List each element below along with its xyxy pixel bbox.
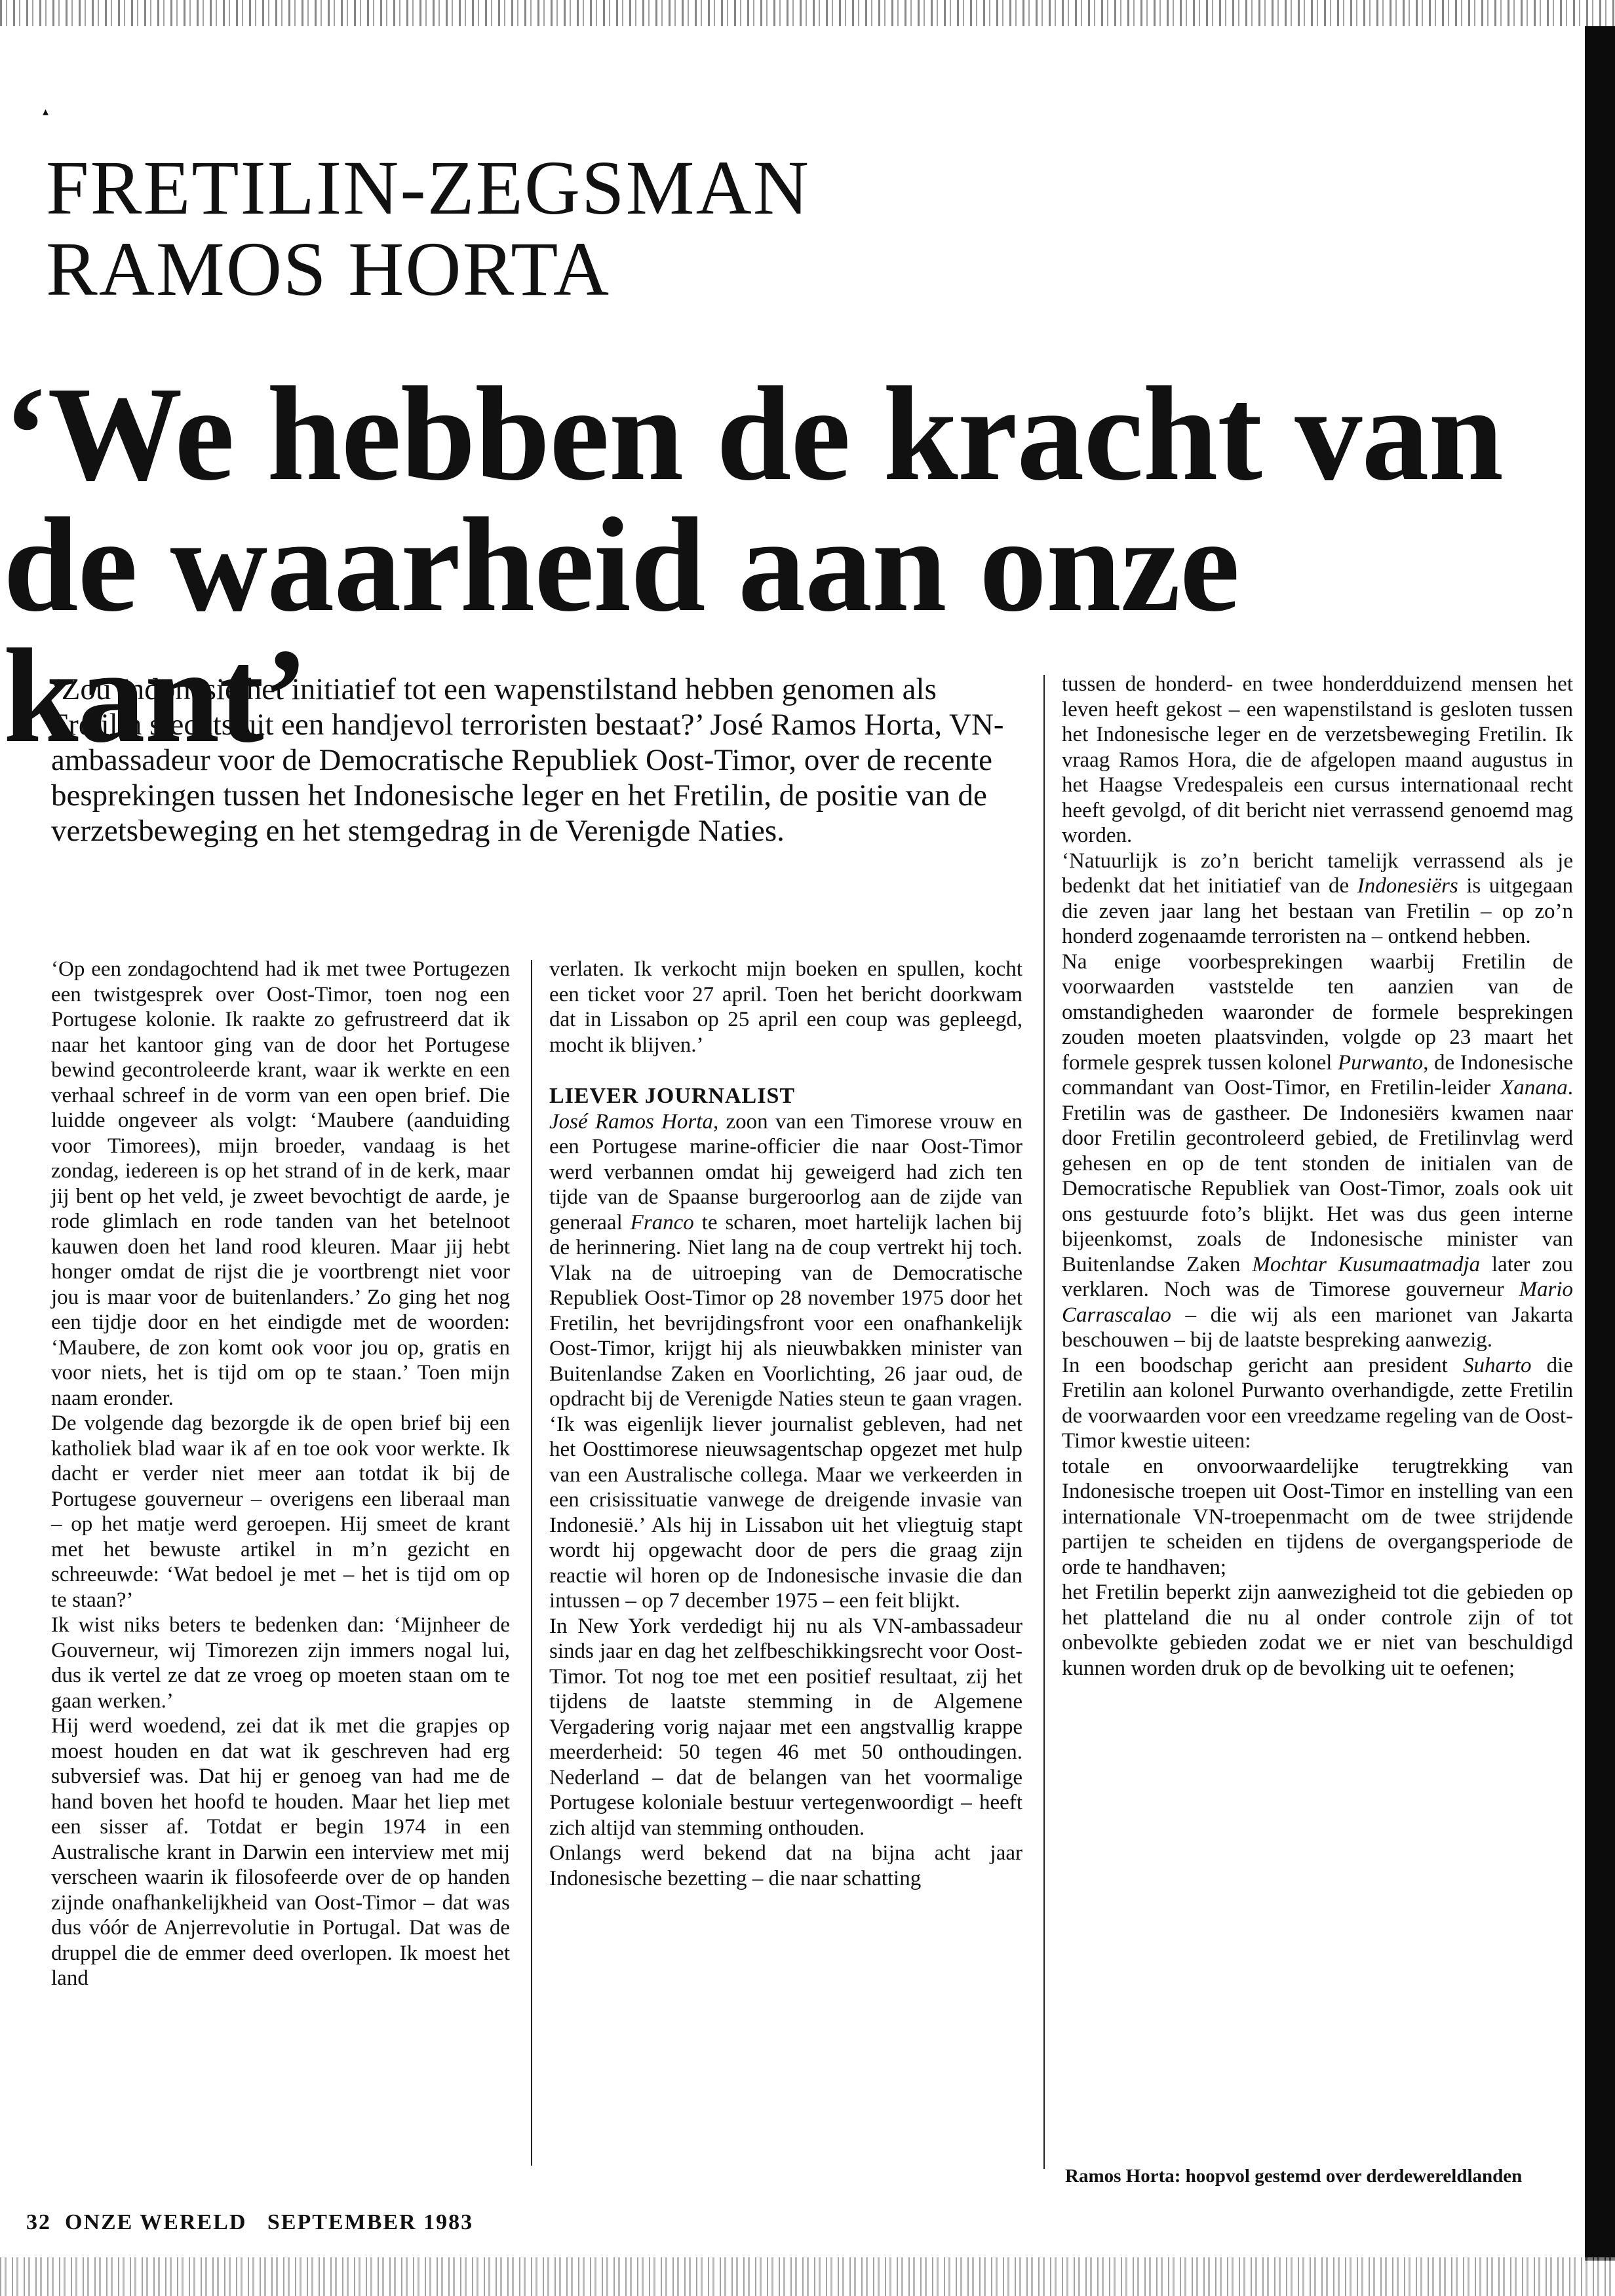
col3-paragraph: tussen de honderd- en twee honderdduizend mensen het leven heeft gekost – een wapenstilstand is gesloten tussen het Indonesische leger en de verzetsbeweging Fretilin. Ik vraag Ramos Hora, die de afgelopen maand augustus in het Haagse Vredespaleis een cursus internationaal recht heeft gevolgd, of dit bericht niet verrassend genoemd mag worden. <box>1062 672 1573 847</box>
col3-text: ‘Natuurlijk is zo’n bericht tamelijk verrassend als je bedenkt dat het initiatief van de <box>1062 849 1573 898</box>
article-lead: ‘Zou Indonesië het initiatief tot een wapenstilstand hebben genomen als Fretilin slechts uit een handjevol terroristen bestaat?’ José Ramos Horta, VN-ambassadeur voor de Democratische Republiek Oost-Timor, over de recente besprekingen tussen het Indonesische leger en het Fretilin, de positie van de verzetsbeweging en het stemgedrag in de Verenigde Naties. <box>51 672 1004 848</box>
col1-paragraph: De volgende dag bezorgde ik de open brief bij een katholiek blad waar ik af en toe ook voor werkte. Ik dacht er verder niet meer aan totdat ik bij de Portugese gouverneur – overigens een liberaal man – op het matje werd geroepen. Hij smeet de krant met het bewuste artikel in m’n gezicht en schreeuwde: ‘Wat bedoel je met – het is tijd om op te staan?’ <box>51 1411 510 1612</box>
scan-noise-top <box>0 0 1615 26</box>
kicker-line-1: FRETILIN-ZEGSMAN <box>46 145 811 231</box>
kicker-line-2: RAMOS HORTA <box>46 226 611 312</box>
article-column-2 <box>549 957 1022 1891</box>
col3-text: , de Indonesische commandant van Oost-Timor, en Fretilin-leider <box>1062 1050 1574 1100</box>
column-rule-2 <box>1043 675 1045 2169</box>
col3-text: In een boodschap gericht aan president <box>1062 1353 1463 1377</box>
col1-paragraph: Ik wist niks beters te bedenken dan: ‘Mijnheer de Gouverneur, wij Timorezen zijn immers nogal lui, dus ik vertel ze dat ze vroeg op moeten staan om te gaan werken.’ <box>51 1613 510 1713</box>
magazine-name: ONZE WERELD <box>65 2210 247 2234</box>
name-italic: Indonesiërs <box>1357 874 1458 898</box>
col3-paragraph <box>1062 849 1573 949</box>
col3-text: later zou verklaren. Noch was de Timorese gouverneur <box>1062 1252 1573 1301</box>
col1-paragraph: Hij werd woedend, zei dat ik met die grapjes op moest houden en dat wat ik geschreven had erg subversief was. Dat hij er genoeg van had me de hand boven het hoofd te houden. Maar het liep met een sisser af. Totdat er begin 1974 in een Australische krant in Darwin een interview met mij verscheen waarin ik filosofeerde over de op handen zijnde onafhankelijkheid van Oost-Timor – dat was dus vóór de Anjerrevolutie in Portugal. Dat was de druppel die de emmer deed overlopen. Ik moest het land <box>51 1714 510 1990</box>
col2-text: zoon van een Timorese vrouw en een Portugese marine-officier die naar Oost-Timor werd verbannen omdat hij geweigerd had zich ten tijde van de Spaanse burgeroorlog aan de zijde van generaal <box>549 1109 1023 1234</box>
section-subhead: LIEVER JOURNALIST <box>549 1084 796 1108</box>
scan-noise-bottom <box>0 2257 1615 2296</box>
name-italic: Xanana <box>1500 1076 1568 1100</box>
col3-paragraph: het Fretilin beperkt zijn aanwezigheid tot die gebieden op het platteland die nu al onder controle zijn of tot onbevolkte gebieden zodat we er niet van beschuldigd kunnen worden druk op de bevolking uit te oefenen; <box>1062 1580 1573 1680</box>
page-number: 32 <box>26 2210 51 2234</box>
name-italic: Purwanto <box>1338 1050 1424 1075</box>
article-column-1 <box>51 957 510 1991</box>
col2-text: te scharen, moet hartelijk lachen bij de herinnering. Niet lang na de coup vertrekt hij toch. Vlak na de uitroeping van de Democratische Republiek Oost-Timor op 28 november 1975 door het Fretilin, het bevrijdingsfront voor een onafhankelijk Oost-Timor, krijgt hij als nieuwbakken minister van Buitenlandse Zaken en Voorlichting, 26 jaar oud, de opdracht bij de Verenigde Naties steun te gaan vragen. ‘Ik was eigenlijk liever journalist gebleven, had net het Oosttimorese nieuwsagentschap opgezet met hulp van een Australische collega. Maar we verkeerden in een crisissituatie vanwege de dreigende invasie van Indonesië.’ Als hij in Lissabon uit het vliegtuig stapt wordt hij opgewacht door de pers die graag zijn reactie wil horen op de Indonesische invasie die dan intussen – op 7 december 1975 – een feit blijkt. <box>549 1210 1022 1613</box>
col3-text: die Fretilin aan kolonel Purwanto overhandigde, zette Fretilin de voorwaarden voor een vreedzame regeling van de Oost-Timor kwestie uiteen: <box>1062 1353 1573 1453</box>
issue-date: SEPTEMBER 1983 <box>267 2210 474 2234</box>
col3-text: . Fretilin was de gastheer. De Indonesiërs kwamen naar door Fretilin gecontroleerd gebied, de Fretilinvlag werd gehesen en op de tent stonden de initialen van de Democratische Republiek van Oost-Timor, zoals ook uit ons gestuurde foto’s blijkt. Het was dus geen interne bijeenkomst, zoals de Indonesische minister van Buitenlandse Zaken <box>1062 1076 1573 1276</box>
col2-paragraph: Onlangs werd bekend dat na bijna acht jaar Indonesische bezetting – die naar schatting <box>549 1841 1022 1890</box>
name-italic: Suharto <box>1462 1353 1532 1377</box>
col3-paragraph <box>1062 1353 1573 1454</box>
article-kicker <box>46 147 1553 310</box>
headline-line-1: ‘We hebben de kracht van <box>3 358 1503 508</box>
name-italic: Mario Carrascalao <box>1062 1278 1573 1327</box>
col3-text: – die wij als een marionet van Jakarta beschouwen – bij de laatste bespreking aanwezig. <box>1062 1303 1573 1352</box>
name-italic: Mochtar Kusumaatmadja <box>1252 1252 1481 1276</box>
col3-paragraph: totale en onvoorwaardelijke terugtrekking van Indonesische troepen uit Oost-Timor en instelling van een internationale VN-troepenmacht om de twee strijdende partijen te scheiden en tijdens de overgangsperiode de orde te handhaven; <box>1062 1454 1573 1579</box>
page-footer <box>26 2210 473 2235</box>
photo-caption: Ramos Horta: hoopvol gestemd over derdewereldlanden <box>1065 2166 1523 2187</box>
col2-paragraph <box>549 1109 1022 1614</box>
col3-text: Na enige voorbesprekingen waarbij Fretilin de voorwaarden vaststelde ten aanzien van de omstandigheden waaronder de formele besprekingen zouden moeten plaatsvinden, volgde op 23 maart het formele gesprek tussen kolonel <box>1062 949 1573 1075</box>
name-italic: Franco <box>630 1210 694 1234</box>
scan-speck: ▴ <box>43 105 49 118</box>
article-column-3 <box>1062 672 1573 1681</box>
col3-text: is uitgegaan die zeven jaar lang het bestaan van Fretilin – op zo’n honderd zogenaamde terroristen na – ontkend hebben. <box>1062 874 1573 948</box>
col2-paragraph: verlaten. Ik verkocht mijn boeken en spullen, kocht een ticket voor 27 april. Toen het bericht doorkwam dat in Lissabon op 25 april een coup was gepleegd, mocht ik blijven.’ <box>549 957 1022 1057</box>
column-rule-1 <box>531 960 532 2166</box>
col1-paragraph: ‘Op een zondagochtend had ik met twee Portugezen een twistgesprek over Oost-Timor, toen nog een Portugese kolonie. Ik raakte zo gefrustreerd dat ik naar het kantoor ging van de door het Portugese bewind gecontroleerde krant, waar ik werkte en een verhaal schreef in de vorm van een open brief. Die luidde ongeveer als volgt: ‘Maubere (aanduiding voor Timorees), mijn broeder, vandaag is het zondag, iedereen is op het strand of in de kerk, maar jij bent op het veld, je zweet bevochtigt de aarde, je rode glimlach en rode tanden van het betelnoot kauwen doen het land rood kleuren. Maar jij hebt honger omdat de rijst die je voortbrengt niet voor jou is maar voor de buitenlanders.’ Zo ging het nog een tijdje door en het eindigde met de woorden: ‘Maubere, de zon komt ook voor jou op, gratis en voor niets, het is tijd om op te staan.’ Toen mijn naam eronder. <box>51 957 510 1410</box>
headline-line-2: de waarheid aan onze kant’ <box>3 489 1239 771</box>
name-italic: José Ramos Horta, <box>549 1109 719 1134</box>
scan-edge-right <box>1585 26 1615 2261</box>
col2-paragraph: In New York verdedigt hij nu als VN-ambassadeur sinds jaar en dag het zelfbeschikkingsrecht voor Oost-Timor. Tot nog toe met een positief resultaat, zij het tijdens de laatste stemming in de Algemene Vergadering vorig najaar met een angstvallig krappe meerderheid: 50 tegen 46 met 50 onthoudingen. Nederland – dat de belangen van het voormalige Portugese koloniale bestuur vertegenwoordigt – heeft zich altijd van stemming onthouden. <box>549 1614 1022 1840</box>
col3-paragraph <box>1062 949 1573 1353</box>
